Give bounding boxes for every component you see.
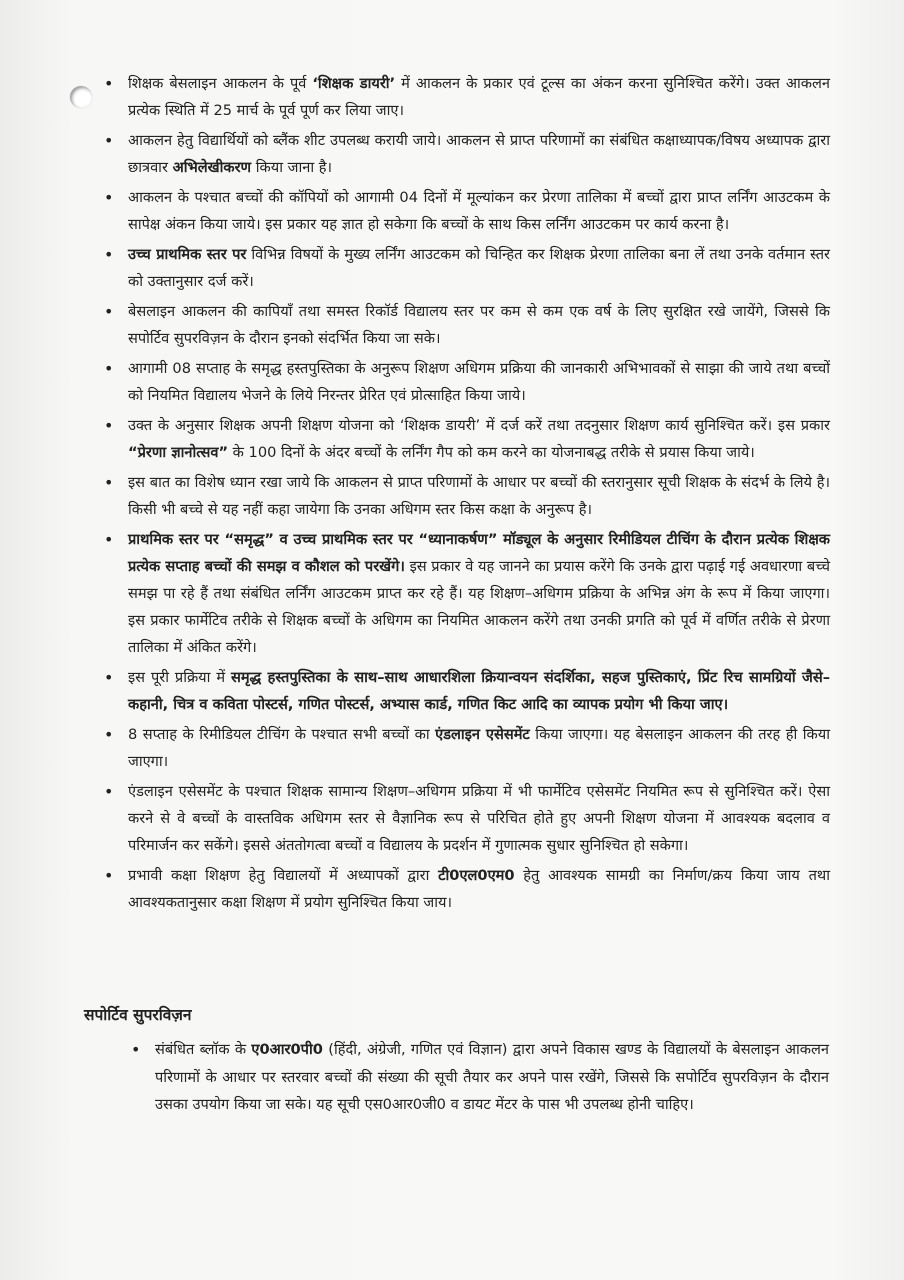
list-item [104, 241, 830, 295]
list-item [104, 469, 830, 523]
bold-text: प्राथमिक स्तर पर “समृद्ध” व उच्च प्राथमिक स्तर पर “ध्यानाकर्षण” मॉड्यूल के अनुसार रिमीडियल टीचिंग के दौरान प्रत्येक शिक्षक प्रत्येक सप्ताह बच्चों की समझ व कौशल को परखेंगे। [128, 531, 830, 575]
bold-text: अभिलेखीकरण [172, 159, 252, 176]
text-run: में आकलन के प्रकार एवं टूल्स का अंकन करना सुनिश्चित करेंगे। उक्त आकलन प्रत्येक स्थिति में 25 मार्च के पूर्व पूर्ण कर लिया जाए। [128, 75, 830, 119]
list-item [104, 412, 830, 466]
list-item [104, 526, 830, 661]
list-item [104, 778, 830, 859]
punch-hole [70, 86, 92, 108]
bold-text: एंडलाइन एसेसमेंट [435, 726, 530, 743]
text-run: बेसलाइन आकलन की कापियाँ तथा समस्त रिकॉर्ड विद्यालय स्तर पर कम से कम एक वर्ष के लिए सुरक्षित रखे जायेंगे, जिससे कि सपोर्टिव सुपरविज़न के दौरान इनको संदर्भित किया जा सके। [128, 303, 830, 347]
text-run: एंडलाइन एसेसमेंट के पश्चात शिक्षक सामान्य शिक्षण–अधिगम प्रक्रिया में भी फार्मेटिव एसेसमेंट नियमित रूप से सुनिश्चित करें। ऐसा करने से वे बच्चों के वास्तविक अधिगम स्तर से वैज्ञानिक रूप से परिचित होते हुए अपनी शिक्षण योजना में आवश्यक बदलाव व परिमार्जन कर सकेंगे। इससे अंततोगत्वा बच्चों व विद्यालय के प्रदर्शन में गुणात्मक सुधार सुनिश्चित हो सकेगा। [128, 783, 830, 854]
text-run: उक्त के अनुसार शिक्षक अपनी शिक्षण योजना को ‘शिक्षक डायरी’ में दर्ज करें तथा तदनुसार शिक्षण कार्य सुनिश्चित करें। इस प्रकार [128, 417, 830, 434]
text-run: शिक्षक बेसलाइन आकलन के पूर्व [128, 75, 313, 92]
bullet-icon: • [104, 530, 114, 549]
text-run: आगामी 08 सप्ताह के समृद्ध हस्तपुस्तिका के अनुरूप शिक्षण अधिगम प्रक्रिया की जानकारी अभिभावकों से साझा की जाये तथा बच्चों को नियमित विद्यालय भेजने के लिये निरन्तर प्रेरित एवं प्रोत्साहित किया जाये। [128, 360, 830, 404]
text-run: आकलन के पश्चात बच्चों की कॉपियों को आगामी 04 दिनों में मूल्यांकन कर प्रेरणा तालिका में बच्चों द्वारा प्राप्त लर्निंग आउटकम के सापेक्ष अंकन किया जाये। इस प्रकार यह ज्ञात हो सकेगा कि बच्चों के साथ किस लर्निंग आउटकम पर कार्य करना है। [128, 189, 830, 233]
list-item [104, 184, 830, 238]
bullet-icon: • [104, 725, 114, 744]
bold-text: ए0आर0पी0 [251, 1041, 323, 1058]
text-run: इस प्रकार वे यह जानने का प्रयास करेंगे कि उनके द्वारा पढ़ाई गई अवधारणा बच्चे समझ पा रहे हैं तथा संबंधित लर्निंग आउटकम प्राप्त कर रहे हैं। यह शिक्षण–अधिगम प्रक्रिया के अभिन्न अंग के रूप में किया जाएगा। इस प्रकार फार्मेटिव तरीके से शिक्षक बच्चों के अधिगम का नियमित आकलन करेंगे तथा उनकी प्रगति को पूर्व में वर्णित तरीके से प्रेरणा तालिका में अंकित करेंगे। [128, 558, 830, 656]
list-item [104, 862, 830, 916]
text-run: हेतु आवश्यक सामग्री का निर्माण/क्रय किया जाय तथा आवश्यकतानुसार कक्षा शिक्षण में प्रयोग सुनिश्चित किया जाय। [128, 867, 830, 911]
bullet-icon: • [104, 473, 114, 492]
text-run: इस पूरी प्रक्रिया में [128, 669, 231, 686]
text-run: किया जाएगा। यह बेसलाइन आकलन की तरह ही किया जाएगा। [128, 726, 830, 770]
text-run: संबंधित ब्लॉक के [155, 1041, 252, 1058]
list-item [104, 721, 830, 775]
section-heading: सपोर्टिव सुपरविज़न [84, 1006, 192, 1024]
instruction-list [104, 70, 830, 919]
list-item [104, 70, 830, 124]
text-run: के 100 दिनों के अंदर बच्चों के लर्निंग गैप को कम करने का योजनाबद्ध तरीके से प्रयास किया जाये। [228, 444, 755, 461]
bold-text: “प्रेरणा ज्ञानोत्सव” [128, 444, 229, 461]
bullet-icon: • [104, 866, 114, 885]
bullet-icon: • [104, 302, 114, 321]
bold-text: ‘शिक्षक डायरी’ [312, 75, 396, 92]
bullet-icon: • [104, 668, 114, 687]
text-run: प्रभावी कक्षा शिक्षण हेतु विद्यालयों में अध्यापकों द्वारा [128, 867, 439, 884]
bullet-icon: • [104, 188, 114, 207]
bullet-icon: • [104, 245, 114, 264]
text-run: इस बात का विशेष ध्यान रखा जाये कि आकलन से प्राप्त परिणामों के आधार पर बच्चों की स्तरानुसार सूची शिक्षक के संदर्भ के लिये है। किसी भी बच्चे से यह नहीं कहा जायेगा कि उनका अधिगम स्तर किस कक्षा के अनुरूप है। [128, 474, 830, 518]
text-run: 8 सप्ताह के रिमीडियल टीचिंग के पश्चात सभी बच्चों का [128, 726, 436, 743]
bold-text: उच्च प्राथमिक स्तर पर [128, 246, 247, 263]
bullet-icon: • [104, 359, 114, 378]
text-run: आकलन हेतु विद्यार्थियों को ब्लैंक शीट उपलब्ध करायी जाये। आकलन से प्राप्त परिणामों का संबंधित कक्षाध्यापक/विषय अध्यापक द्वारा छात्रवार [128, 132, 830, 176]
list-item [104, 298, 830, 352]
bullet-icon: • [131, 1040, 141, 1059]
bold-text: समृद्ध हस्तपुस्तिका के साथ–साथ आधारशिला क्रियान्वयन संदर्शिका, सहज पुस्तिकाएं, प्रिंट रिच सामग्रियों जैसे– कहानी, चित्र व कविता पोस्टर्स, गणित पोस्टर्स, अभ्यास कार्ड, गणित किट आदि का व्यापक प्रयोग भी किया जाए। [128, 669, 830, 713]
bold-text: टी0एल0एम0 [438, 867, 515, 884]
bullet-icon: • [104, 74, 114, 93]
text-run: किया जाना है। [251, 159, 333, 176]
list-item [104, 127, 830, 181]
list-item [104, 355, 830, 409]
text-run: विभिन्न विषयों के मुख्य लर्निंग आउटकम को चिन्हित कर शिक्षक प्रेरणा तालिका बना लें तथा उनके वर्तमान स्तर को उक्तानुसार दर्ज करें। [128, 246, 830, 290]
text-run: (हिंदी, अंग्रेजी, गणित एवं विज्ञान) द्वारा अपने विकास खण्ड के विद्यालयों के बेसलाइन आकलन परिणामों के आधार पर स्तरवार बच्चों की संख्या की सूची तैयार कर अपने पास रखेंगे, जिससे कि सपोर्टिव सुपरविज़न के दौरान उसका उपयोग किया जा सके। यह सूची एस0आर0जी0 व डायट मेंटर के पास भी उपलब्ध होनी चाहिए। [155, 1041, 829, 1113]
bullet-icon: • [104, 782, 114, 801]
supervision-list [131, 1036, 829, 1119]
list-item [104, 664, 830, 718]
bullet-icon: • [104, 131, 114, 150]
list-item [131, 1036, 829, 1119]
bullet-icon: • [104, 416, 114, 435]
